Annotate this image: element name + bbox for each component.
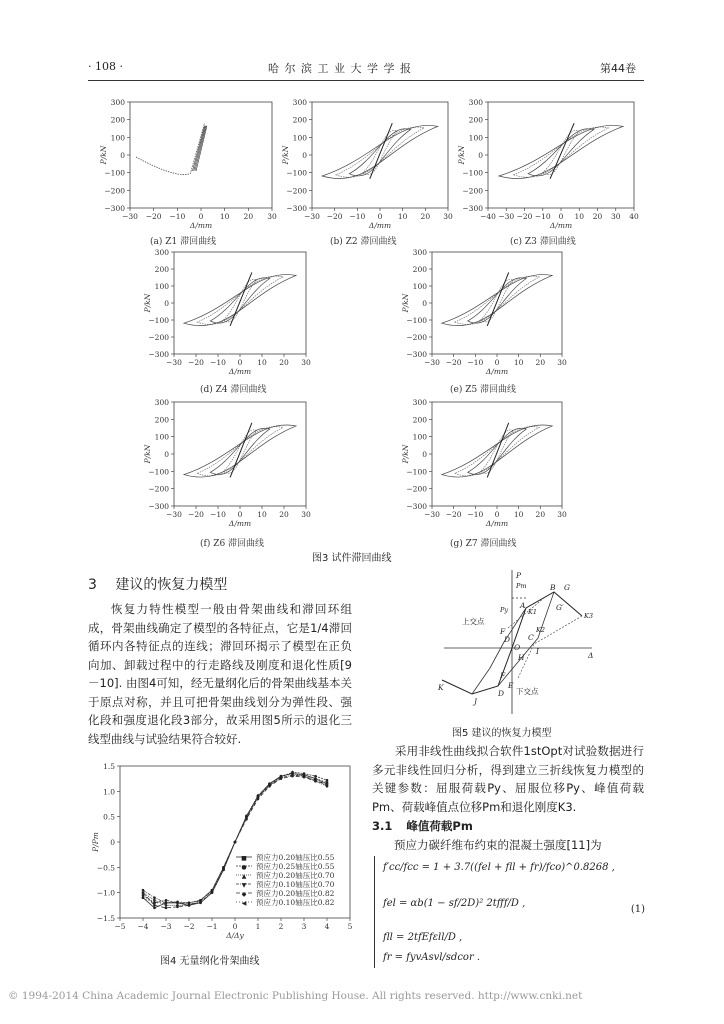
x-tick-label: 0 <box>494 510 500 519</box>
data-point <box>303 774 306 777</box>
x-tick-label: 0 <box>198 212 204 221</box>
x-tick-label: −30 <box>166 358 182 367</box>
y-tick-label: 100 <box>412 432 427 442</box>
hysteresis-curve <box>192 126 204 171</box>
x-tick-label: 0 <box>377 212 383 221</box>
x-tick-label: −2 <box>183 922 195 931</box>
section-heading <box>88 574 227 594</box>
footer-copyright: © 1994-2014 China Academic Journal Electronic Publishing House. All rights reserved. http://www.cnki.net <box>8 990 583 1002</box>
x-tick-label: 30 <box>301 358 311 367</box>
y-tick-label: −200 <box>148 333 169 342</box>
y-tick-label: −100 <box>286 168 307 178</box>
x-tick-label: −10 <box>349 212 366 221</box>
equation-number: (1) <box>630 904 645 915</box>
x-tick-label: 30 <box>557 510 567 519</box>
label-b: B <box>550 583 556 592</box>
y-tick-label: −100 <box>148 467 169 477</box>
data-point <box>165 902 168 905</box>
data-point <box>314 775 317 778</box>
x-tick-label: 1 <box>255 922 261 931</box>
data-point <box>153 902 156 905</box>
panel-caption: (f) Z6 滞回曲线 <box>200 539 265 549</box>
x-tick-label: 10 <box>257 358 267 367</box>
y-tick-label: 0 <box>422 299 427 308</box>
y-axis-label: P/kN <box>99 145 108 165</box>
legend-marker: ■ <box>241 855 247 862</box>
data-point <box>142 894 145 897</box>
y-tick-label: 1.5 <box>103 762 115 771</box>
x-tick-label: −20 <box>445 358 462 367</box>
y-tick-label: −200 <box>406 484 427 494</box>
label-p: P <box>516 571 522 580</box>
y-tick-label: 0 <box>422 450 427 459</box>
y-tick-label: 300 <box>292 98 307 107</box>
equation-line-2: fel = αb(1 − sf/2D)² 2tfff/D , <box>383 898 526 909</box>
y-axis-label: P/kN <box>143 444 152 464</box>
data-point <box>314 777 317 780</box>
figure-5-model <box>414 568 600 718</box>
header-rule <box>88 80 644 81</box>
x-axis-label: Δ/mm <box>228 367 252 376</box>
hysteresis-curve <box>136 123 205 174</box>
y-tick-label: −300 <box>406 502 427 511</box>
data-point <box>268 783 271 786</box>
hysteresis-loop <box>184 275 296 326</box>
y-tick-label: −1.0 <box>96 888 115 898</box>
equation-line-4: fr = fyvAsvl/sdcor . <box>383 952 481 963</box>
data-point <box>222 868 225 871</box>
data-point <box>291 775 294 778</box>
equation-line-3: fll = 2tfEfεll/D , <box>383 932 463 943</box>
panel-caption: (b) Z2 滞回曲线 <box>330 237 397 247</box>
panel-caption: (c) Z3 滞回曲线 <box>510 237 576 247</box>
x-tick-label: 30 <box>610 212 621 221</box>
y-tick-label: 300 <box>154 248 169 257</box>
y-tick-label: 0.5 <box>103 812 115 822</box>
panel-caption: (a) Z1 滞回曲线 <box>150 237 217 247</box>
x-tick-label: 0 <box>494 358 500 367</box>
panel-caption: (e) Z5 滞回曲线 <box>450 385 517 395</box>
equation-block <box>374 856 645 968</box>
legend-marker: ▲ <box>241 873 247 880</box>
y-tick-label: 300 <box>110 98 125 107</box>
data-point <box>165 899 168 902</box>
panel-caption: (d) Z4 滞回曲线 <box>200 385 267 395</box>
x-tick-label: −20 <box>145 212 162 221</box>
y-tick-label: 0 <box>120 151 125 160</box>
x-tick-label: 30 <box>267 212 277 221</box>
legend-marker: ◀ <box>241 900 247 907</box>
paragraph-3: 预应力碳纤维布约束的混凝土强度[11]为 <box>394 838 602 852</box>
subsection-title: 峰值荷载Pm <box>406 819 473 833</box>
label-py: Py <box>500 606 509 614</box>
reload-path-2 <box>508 598 544 628</box>
hysteresis-loop <box>442 425 553 477</box>
data-point <box>165 907 168 910</box>
x-tick-label: −20 <box>188 510 204 519</box>
label-h: H <box>518 653 525 662</box>
x-tick-label: −10 <box>169 212 186 221</box>
x-tick-label: 0 <box>237 358 243 367</box>
x-tick-label: 5 <box>347 922 353 931</box>
hysteresis-loop <box>184 425 296 477</box>
y-tick-label: 100 <box>468 133 483 143</box>
hysteresis-panel-6 <box>140 398 316 542</box>
section-title: 建议的恢复力模型 <box>115 577 228 593</box>
data-point <box>280 777 283 780</box>
fig3-caption: 图3 试件滞回曲线 <box>312 553 392 564</box>
x-tick-label: −10 <box>467 358 484 367</box>
x-axis-label: Δ/Δy <box>226 931 244 940</box>
y-tick-label: 200 <box>412 265 427 274</box>
x-axis-label: Δ/mm <box>485 519 509 528</box>
y-tick-label: −1.5 <box>96 914 115 923</box>
x-tick-label: 4 <box>324 922 330 931</box>
label-j: J <box>474 697 478 706</box>
x-tick-label: −30 <box>424 358 440 367</box>
legend-marker: ▼ <box>241 882 247 889</box>
x-tick-label: −40 <box>480 212 496 221</box>
label-a: A <box>520 601 526 610</box>
x-tick-label: 20 <box>592 212 603 221</box>
x-tick-label: −30 <box>166 510 182 519</box>
y-axis-label: P/kN <box>401 293 410 313</box>
data-point <box>153 899 156 902</box>
x-tick-label: 10 <box>219 212 230 221</box>
y-tick-label: 0 <box>164 450 169 459</box>
data-point <box>257 795 260 798</box>
hysteresis-panel-3 <box>454 98 644 244</box>
y-tick-label: 100 <box>154 282 169 291</box>
fig5-caption: 图5 建议的恢复力模型 <box>452 728 552 739</box>
y-tick-label: −300 <box>286 204 307 213</box>
x-axis-label: Δ/mm <box>549 221 573 230</box>
x-tick-label: −5 <box>114 922 126 931</box>
hysteresis-panel-7 <box>398 398 572 542</box>
y-tick-label: 300 <box>154 398 169 407</box>
x-tick-label: −20 <box>188 358 204 367</box>
x-tick-label: −20 <box>445 510 462 519</box>
data-point <box>280 775 283 778</box>
data-point <box>199 899 202 902</box>
x-tick-label: −10 <box>210 510 226 519</box>
label-d: D <box>504 635 511 644</box>
y-tick-label: −300 <box>462 204 483 213</box>
x-tick-label: 10 <box>257 510 267 519</box>
x-tick-label: 0 <box>232 922 238 931</box>
y-tick-label: 300 <box>468 98 483 107</box>
hysteresis-loop <box>442 275 553 326</box>
y-tick-label: 0 <box>478 151 483 160</box>
label-i: I <box>536 647 539 656</box>
y-tick-label: −200 <box>406 333 427 342</box>
label-f: F <box>500 627 506 636</box>
data-point <box>199 902 202 905</box>
label-g: G <box>564 583 570 592</box>
fig4-caption: 图4 无量纲化骨架曲线 <box>160 956 260 967</box>
legend-marker: ● <box>241 864 247 871</box>
x-tick-label: −4 <box>137 922 149 931</box>
x-tick-label: −20 <box>516 212 533 221</box>
x-tick-label: −1 <box>206 922 218 931</box>
y-axis-label: P/kN <box>401 444 410 464</box>
data-point <box>142 891 145 894</box>
x-tick-label: −10 <box>210 358 226 367</box>
subsection-number: 3.1 <box>372 819 393 833</box>
data-point <box>153 907 156 910</box>
label-d2: D <box>498 689 505 698</box>
x-tick-label: −3 <box>160 922 172 931</box>
x-tick-label: 30 <box>301 510 311 519</box>
data-point <box>326 781 329 784</box>
y-tick-label: −100 <box>406 467 427 477</box>
label-upper-cross: 上交点 <box>462 617 485 626</box>
hysteresis-curve <box>195 126 206 171</box>
y-tick-label: 200 <box>154 265 169 274</box>
hysteresis-curve <box>194 126 206 171</box>
y-tick-label: −200 <box>286 186 307 196</box>
y-tick-label: −100 <box>406 316 427 325</box>
y-tick-label: 100 <box>110 133 125 143</box>
x-tick-label: 30 <box>443 212 453 221</box>
y-tick-label: −100 <box>104 168 125 178</box>
y-tick-label: −300 <box>148 350 169 359</box>
label-gp: G′ <box>556 603 564 612</box>
y-tick-label: 200 <box>110 115 125 125</box>
x-tick-label: −30 <box>122 212 138 221</box>
legend-label: 预应力0.10轴压比0.82 <box>256 898 335 907</box>
y-tick-label: −300 <box>406 350 427 359</box>
y-tick-label: −300 <box>148 502 169 511</box>
data-point <box>165 904 168 907</box>
x-tick-label: 30 <box>557 358 567 367</box>
data-point <box>291 772 294 775</box>
y-tick-label: 0 <box>302 151 307 160</box>
subsection-heading <box>372 818 473 834</box>
y-axis-label: P/Pm <box>91 832 100 852</box>
legend-label: 预应力0.20轴压比0.70 <box>256 871 335 880</box>
x-tick-label: 0 <box>558 212 564 221</box>
x-axis-label: Δ/mm <box>189 221 213 230</box>
x-tick-label: 20 <box>535 358 546 367</box>
x-tick-label: −30 <box>498 212 515 221</box>
hysteresis-panel-5 <box>398 248 572 390</box>
data-point <box>153 904 156 907</box>
y-axis-label: P/kN <box>143 293 152 313</box>
y-tick-label: −200 <box>148 484 169 494</box>
x-axis-label: Δ/mm <box>485 367 509 376</box>
legend-label: 预应力0.25轴压比0.55 <box>256 862 335 871</box>
hysteresis-panel-1 <box>96 98 282 244</box>
y-tick-label: 200 <box>468 115 483 125</box>
x-tick-label: 3 <box>301 922 307 931</box>
x-tick-label: 0 <box>237 510 243 519</box>
y-tick-label: −100 <box>462 168 483 178</box>
label-lower-cross: 下交点 <box>516 687 539 696</box>
x-axis-label: Δ/mm <box>368 221 392 230</box>
hysteresis-panel-2 <box>278 98 458 244</box>
x-tick-label: −10 <box>467 510 484 519</box>
y-tick-label: −200 <box>104 186 125 196</box>
y-tick-label: 200 <box>154 415 169 425</box>
legend-label: 预应力0.20轴压比0.82 <box>256 889 335 898</box>
x-tick-label: −20 <box>326 212 343 221</box>
plot-frame <box>174 252 306 354</box>
label-f2: F <box>500 671 506 680</box>
y-tick-label: 100 <box>412 282 427 291</box>
x-tick-label: 2 <box>278 922 284 931</box>
y-tick-label: 0 <box>164 299 169 308</box>
data-point <box>176 906 179 909</box>
data-point <box>153 896 156 899</box>
equation-line-1: f′cc/fcc = 1 + 3.7((fel + fll + fr)/fco)^0.8268 , <box>383 862 615 873</box>
data-point <box>245 815 248 818</box>
data-point <box>234 841 237 844</box>
hysteresis-loop <box>322 125 438 178</box>
y-tick-label: 300 <box>412 248 427 257</box>
x-tick-label: −30 <box>304 212 320 221</box>
data-point <box>211 890 214 893</box>
y-tick-label: 100 <box>292 133 307 143</box>
degradation-path <box>518 616 582 678</box>
y-tick-label: −200 <box>462 186 483 196</box>
label-pm: Pm <box>516 582 527 590</box>
data-point <box>142 889 145 892</box>
paragraph-1: 恢复力特性模型一般由骨架曲线和滞回环组成，骨架曲线确定了模型的各特征点，它是1/4滞回循环内各特征点的连线；滞回环揭示了模型在正负向加、卸载过程中的行走路线及刚度和退化性质[9－10]. 由图4可知，经无量纲化后的骨架曲线基本关于原点对称，并且可把骨架曲线划分为弹性段、强化段和强度退化段3部分，故采用图5所示的退化三线型曲线与试验结果符合较好. <box>88 602 352 746</box>
x-tick-label: 20 <box>279 358 289 367</box>
y-tick-label: −0.5 <box>96 863 115 873</box>
x-tick-label: 20 <box>279 510 289 519</box>
x-tick-label: 10 <box>513 358 524 367</box>
data-point <box>188 902 191 905</box>
label-k: K <box>438 683 444 692</box>
y-axis-label: P/kN <box>457 145 466 165</box>
y-tick-label: −100 <box>148 316 169 325</box>
legend-label: 预应力0.20轴压比0.55 <box>256 853 335 862</box>
volume: 第44卷 <box>600 62 636 75</box>
x-tick-label: 10 <box>574 212 585 221</box>
label-o: O <box>514 643 521 652</box>
y-tick-label: 100 <box>154 432 169 442</box>
panel-caption: (g) Z7 滞回曲线 <box>450 539 517 549</box>
section-number: 3 <box>88 577 97 593</box>
paragraph-2: 采用非线性曲线拟合软件1stOpt对试验数据进行多元非线性回归分析，得到建立三折线恢复力模型的关键参数：屈服荷载Py、屈服位移Py、峰值荷载Pm、荷载峰值点位移Pm和退化刚度K3. <box>372 744 644 814</box>
plot-frame <box>432 252 562 354</box>
label-k2: K2 <box>536 626 545 634</box>
hysteresis-loop <box>197 427 283 476</box>
label-e: E <box>508 681 514 690</box>
x-tick-label: 40 <box>629 212 639 221</box>
plot-frame <box>174 402 306 506</box>
data-point <box>142 896 145 899</box>
hysteresis-loop <box>455 427 540 476</box>
hysteresis-panel-4 <box>140 248 316 390</box>
label-k3: K3 <box>584 612 593 620</box>
plot-frame <box>432 402 562 506</box>
plot-frame <box>130 102 272 208</box>
hysteresis-loop <box>336 127 424 177</box>
plot-frame <box>488 102 634 208</box>
plot-frame <box>312 102 448 208</box>
label-c: C <box>528 633 534 642</box>
y-tick-label: 200 <box>412 415 427 425</box>
x-tick-label: 20 <box>243 212 254 221</box>
hysteresis-loop <box>499 125 623 178</box>
x-tick-label: −10 <box>534 212 551 221</box>
y-tick-label: 0 <box>110 838 115 847</box>
legend-label: 预应力0.10轴压比0.70 <box>256 880 335 889</box>
y-tick-label: 300 <box>412 398 427 407</box>
label-k1: K1 <box>528 608 537 616</box>
legend-marker: ◆ <box>241 891 247 898</box>
journal-title: 哈 尔 滨 工 业 大 学 学 报 <box>268 62 412 75</box>
x-tick-label: 20 <box>535 510 546 519</box>
figure-4-chart <box>88 762 356 940</box>
x-tick-label: −30 <box>424 510 440 519</box>
x-tick-label: 20 <box>420 212 431 221</box>
y-tick-label: −300 <box>104 204 125 213</box>
x-axis-label: Δ/mm <box>228 519 252 528</box>
y-axis-label: P/kN <box>281 145 290 165</box>
hysteresis-loop <box>197 276 283 324</box>
data-point <box>314 780 317 783</box>
x-tick-label: 10 <box>513 510 524 519</box>
data-point <box>176 900 179 903</box>
hysteresis-loop <box>514 127 609 177</box>
x-tick-label: 10 <box>397 212 408 221</box>
page-number: · 108 · <box>88 60 123 73</box>
data-point <box>188 904 191 907</box>
y-tick-label: 200 <box>292 115 307 125</box>
y-tick-label: 1.0 <box>103 787 115 797</box>
label-delta: Δ <box>588 651 594 660</box>
